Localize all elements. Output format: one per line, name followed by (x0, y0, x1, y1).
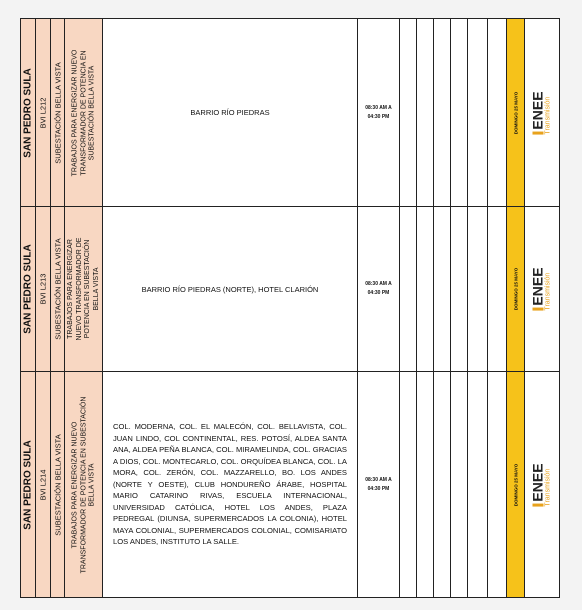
circuit-label: BVI L214 (38, 469, 48, 500)
city-label: SAN PEDRO SULA (22, 67, 34, 158)
empty-cell (451, 19, 468, 206)
city-label: SAN PEDRO SULA (22, 244, 34, 334)
circuit-label: BVI L213 (38, 273, 48, 305)
empty-cell (468, 19, 488, 206)
date-label: DOMINGO 25 MAYO (513, 463, 518, 506)
work-description-cell (65, 19, 103, 206)
date-cell (507, 372, 525, 597)
time-end: 04:30 PM (367, 485, 390, 492)
empty-cell (451, 372, 468, 597)
affected-sectors-cell (103, 19, 358, 206)
work-description-cell (65, 207, 103, 371)
empty-cell (417, 372, 434, 597)
time-end: 04:30 PM (367, 113, 390, 120)
affected-sectors-cell (103, 207, 358, 371)
empty-cell (488, 207, 507, 371)
substation-cell (51, 19, 65, 206)
empty-cell (400, 207, 417, 371)
work-description: TRABAJOS PARA ENERGIZAR NUEVO TRANSFORMADOR DE POTENCIA EN SUBESTACIÓN BELLA VISTA (66, 237, 99, 341)
work-description-cell (65, 372, 103, 597)
empty-cell (417, 207, 434, 371)
logo-subtext: Transmisión (544, 96, 552, 135)
empty-cell (468, 372, 488, 597)
time-end: 04:30 PM (367, 290, 390, 296)
work-description: TRABAJOS PARA ENERGIZAR NUEVO TRANSFORMADOR DE POTENCIA EN SUBESTACIÓN BELLA VISTA (70, 396, 95, 573)
empty-cell (434, 372, 451, 597)
circuit-label: BVI L212 (38, 97, 48, 128)
affected-sectors-cell (103, 372, 358, 597)
work-description: TRABAJOS PARA ENERGIZAR NUEVO TRANSFORMADOR DE POTENCIA EN SUBESTACIÓN BELLA VISTA (70, 49, 95, 176)
logo-cell (525, 19, 559, 206)
logo-bolt-icon (533, 503, 544, 506)
outage-schedule-table (20, 18, 560, 598)
time-cell (358, 207, 400, 371)
date-label: DOMINGO 25 MAYO (513, 267, 518, 311)
logo-subtext: Transmisión (544, 272, 552, 311)
empty-cell (434, 19, 451, 206)
logo-cell (525, 207, 559, 371)
affected-sectors: BARRIO RÍO PIEDRAS (NORTE), HOTEL CLARIÓN (141, 284, 319, 294)
logo-text: ENEE (529, 462, 546, 502)
circuit-cell (36, 19, 51, 206)
substation-label: SUBESTACIÓN BELLA VISTA (53, 433, 62, 536)
empty-cell (488, 19, 507, 206)
schedule-row (21, 19, 559, 206)
time-start: 08:30 AM A (365, 104, 392, 111)
empty-cell (451, 207, 468, 371)
substation-cell (51, 207, 65, 371)
affected-sectors: COL. MODERNA, COL. EL MALECÓN, COL. BELLAVISTA, COL. JUAN LINDO, COL CONTINENTAL, RES. POTOSÍ, ALDEA SANTA ANA, ALDEA PEÑA BLANCA, COL. MIRAMELINDA, COL. GRACIAS A DIOS, COL. MONTECARLO, COL. ORQUÍDEA BLANCA, COL. LA MORA, COL. ZERÓN, COL. MAZZARELLO, BO. LOS ANDES (NORTE Y OESTE), CLUB HONDUREÑO ÁRABE, HOSPITAL MARIO CATARINO RIVAS, ESCUELA INTERNACIONAL, UNIVERSIDAD CATÓLICA, HOTEL LOS ANDES, PLAZA PEDREGAL (DIUNSA, SUPERMERCADOS LA COLONIA), HOTEL MAYA COLONIAL, SUPERMERCADOS COLONIAL, COMISARIATO LOS ANDES, INSTITUTO LA SALLE. (113, 422, 347, 547)
logo-text: ENEE (529, 90, 546, 130)
circuit-cell (36, 372, 51, 597)
schedule-row (21, 206, 559, 371)
empty-cell (488, 372, 507, 597)
affected-sectors: BARRIO RÍO PIEDRAS (190, 108, 270, 117)
empty-cell (400, 372, 417, 597)
logo-text: ENEE (529, 267, 546, 306)
logo-cell (525, 372, 559, 597)
city-label: SAN PEDRO SULA (22, 439, 34, 530)
city-cell (21, 207, 36, 371)
date-cell (507, 19, 525, 206)
logo-bolt-icon (533, 308, 544, 311)
time-cell (358, 19, 400, 206)
city-cell (21, 19, 36, 206)
city-cell (21, 372, 36, 597)
empty-cell (468, 207, 488, 371)
date-cell (507, 207, 525, 371)
logo-bolt-icon (533, 131, 544, 134)
logo-subtext: Transmisión (544, 468, 552, 507)
enee-logo (529, 462, 553, 507)
empty-cell (434, 207, 451, 371)
enee-logo (529, 90, 553, 135)
schedule-row (21, 371, 559, 597)
substation-label: SUBESTACIÓN BELLA VISTA (53, 61, 62, 164)
empty-cell (417, 19, 434, 206)
substation-cell (51, 372, 65, 597)
time-cell (358, 372, 400, 597)
enee-logo (529, 267, 553, 311)
time-start: 08:30 AM A (365, 476, 392, 483)
substation-label: SUBESTACIÓN BELLA VISTA (53, 238, 62, 340)
circuit-cell (36, 207, 51, 371)
empty-cell (400, 19, 417, 206)
date-label: DOMINGO 25 MAYO (513, 91, 518, 134)
time-start: 08:30 AM A (365, 281, 392, 287)
